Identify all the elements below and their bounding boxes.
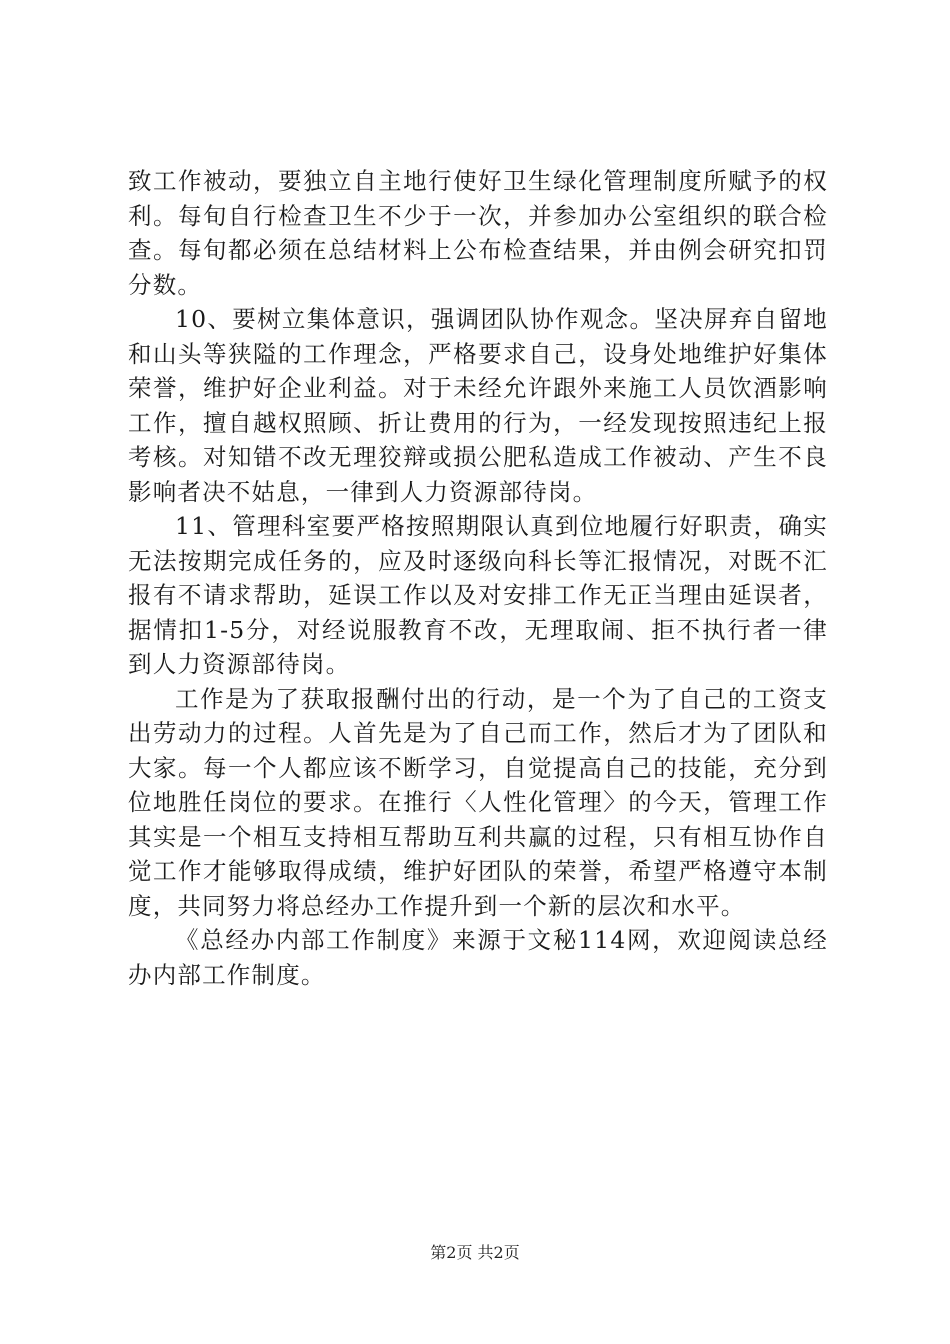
paragraph-1: 致工作被动，要独立自主地行使好卫生绿化管理制度所赋予的权利。每旬自行检查卫生不少于一次，并参加办公室组织的联合检查。每旬都必须在总结材料上公布检查结果，并由例会研究扣罚分数。: [128, 167, 828, 299]
document-body: [128, 164, 828, 992]
page-number-footer: 第2页 共2页: [430, 1243, 520, 1262]
paragraph-3: 11、管理科室要严格按照期限认真到位地履行好职责，确实无法按期完成任务的，应及时逐级向科长等汇报情况，对既不汇报有不请求帮助，延误工作以及对安排工作无正当理由延误者，据情扣1-5分，对经说服教育不改，无理取闹、拒不执行者一律到人力资源部待岗。: [128, 512, 828, 678]
paragraph-5: 《总经办内部工作制度》来源于文秘114网，欢迎阅读总经办内部工作制度。: [128, 926, 828, 989]
paragraph-4: 工作是为了获取报酬付出的行动，是一个为了自己的工资支出劳动力的过程。人首先是为了自己而工作，然后才为了团队和大家。每一个人都应该不断学习，自觉提高自己的技能，充分到位地胜任岗位的要求。在推行〈人性化管理〉的今天，管理工作其实是一个相互支持相互帮助互利共赢的过程，只有相互协作自觉工作才能够取得成绩，维护好团队的荣誉，希望严格遵守本制度，共同努力将总经办工作提升到一个新的层次和水平。: [128, 684, 828, 920]
paragraph-2: 10、要树立集体意识，强调团队协作观念。坚决屏弃自留地和山头等狭隘的工作理念，严格要求自己，设身处地维护好集体荣誉，维护好企业利益。对于未经允许跟外来施工人员饮酒影响工作，擅自越权照顾、折让费用的行为，一经发现按照违纪上报考核。对知错不改无理狡辩或损公肥私造成工作被动、产生不良影响者决不姑息，一律到人力资源部待岗。: [128, 305, 828, 506]
